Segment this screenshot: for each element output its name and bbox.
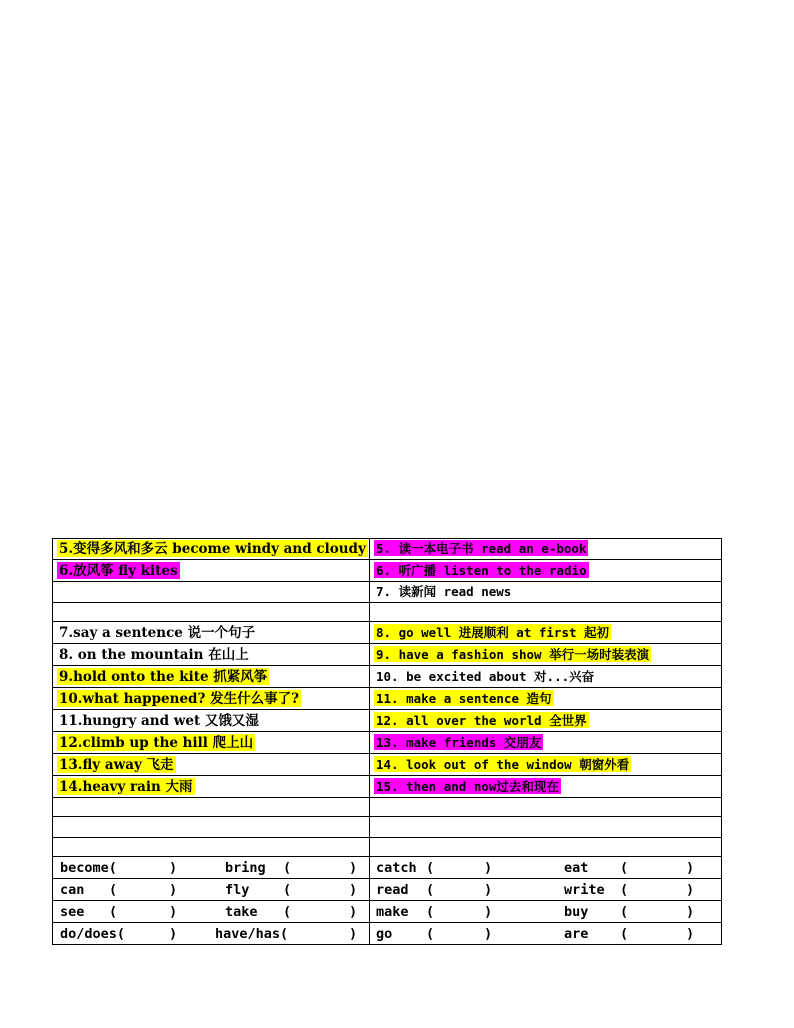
- cell-left: [53, 539, 370, 560]
- verb-cell-left: [53, 857, 370, 879]
- cell-left: [53, 776, 370, 798]
- paren-close: ): [169, 903, 178, 920]
- paren-open: (: [109, 881, 118, 898]
- verb-label: can: [60, 881, 85, 898]
- phrase-text: 12. all over the world 全世界: [376, 712, 587, 728]
- table-row: [53, 798, 722, 817]
- verb-label: fly: [225, 881, 250, 898]
- table-row: [53, 644, 722, 666]
- table-row: [53, 622, 722, 644]
- verb-label: go: [376, 925, 393, 942]
- table-row: [53, 666, 722, 688]
- verb-cell-right: [370, 901, 722, 923]
- paren-close: ): [349, 881, 358, 898]
- verb-row: [53, 857, 722, 879]
- cell-right: [370, 732, 722, 754]
- table-row: [53, 688, 722, 710]
- verb-label: are: [564, 925, 589, 942]
- paren-open: (: [283, 859, 292, 876]
- verb-label: see: [60, 903, 85, 920]
- cell-right: [370, 798, 722, 817]
- cell-right: [370, 603, 722, 622]
- paren-close: ): [169, 859, 178, 876]
- cell-left: [53, 817, 370, 838]
- table-row: [53, 838, 722, 857]
- paren-open: (: [620, 881, 629, 898]
- phrase-text: 10. be excited about 对...兴奋: [376, 668, 595, 684]
- paren-close: ): [349, 925, 358, 942]
- table-row: [53, 732, 722, 754]
- paren-open: (: [426, 903, 435, 920]
- phrase-text: 5. 读一本电子书 read an e-book: [376, 541, 587, 556]
- cell-left: [53, 732, 370, 754]
- verb-label: take: [225, 903, 258, 920]
- phrase-text: 8. go well 进展顺利 at first 起初: [376, 624, 610, 640]
- cell-right: [370, 838, 722, 857]
- cell-right: [370, 776, 722, 798]
- cell-left: [53, 798, 370, 817]
- cell-right: [370, 644, 722, 666]
- phrase-text: 14.heavy rain 大雨: [59, 778, 193, 795]
- verb-cell-left: [53, 923, 370, 945]
- table-row: [53, 817, 722, 838]
- paren-open: (: [620, 903, 629, 920]
- phrase-text: 5.变得多风和多云 become windy and cloudy: [59, 541, 366, 557]
- verb-label: eat: [564, 859, 589, 876]
- paren-close: ): [686, 903, 695, 920]
- paren-open: (: [620, 859, 629, 876]
- phrase-text: 12.climb up the hill 爬上山: [59, 734, 254, 751]
- paren-open: (: [426, 881, 435, 898]
- paren-close: ): [169, 881, 178, 898]
- paren-close: ): [484, 903, 493, 920]
- paren-close: ): [686, 881, 695, 898]
- cell-right: [370, 817, 722, 838]
- paren-open: (: [620, 925, 629, 942]
- verb-row: [53, 879, 722, 901]
- table-row: [53, 603, 722, 622]
- verb-label: become(: [60, 859, 117, 876]
- verb-cell-left: [53, 901, 370, 923]
- table-row: [53, 582, 722, 603]
- verb-label: write: [564, 881, 605, 898]
- paren-close: ): [484, 925, 493, 942]
- cell-right: [370, 754, 722, 776]
- cell-right: [370, 560, 722, 582]
- phrase-table: [52, 538, 722, 945]
- phrase-text: 11. make a sentence 造句: [376, 690, 552, 706]
- table-row: [53, 710, 722, 732]
- paren-close: ): [484, 881, 493, 898]
- phrase-text: 9.hold onto the kite 抓紧风筝: [59, 668, 268, 685]
- cell-left: [53, 622, 370, 644]
- verb-label: make: [376, 903, 409, 920]
- verb-label: read: [376, 881, 409, 898]
- cell-right: [370, 710, 722, 732]
- paren-close: ): [349, 859, 358, 876]
- cell-left: [53, 688, 370, 710]
- paren-close: ): [686, 925, 695, 942]
- phrase-text: 13.fly away 飞走: [59, 756, 174, 773]
- phrase-text: 9. have a fashion show 举行一场时装表演: [376, 646, 650, 662]
- paren-open: (: [426, 925, 435, 942]
- verb-label: buy: [564, 903, 589, 920]
- cell-right: [370, 582, 722, 603]
- verb-row: [53, 923, 722, 945]
- phrase-text: 8. on the mountain 在山上: [59, 646, 249, 663]
- phrase-text: 15. then and now过去和现在: [376, 778, 559, 794]
- verb-cell-right: [370, 923, 722, 945]
- phrase-text: 6.放风筝 fly kites: [59, 562, 178, 579]
- paren-close: ): [349, 903, 358, 920]
- verb-label: catch: [376, 859, 417, 876]
- paren-close: ): [484, 859, 493, 876]
- cell-right: [370, 539, 722, 560]
- phrase-text: 10.what happened? 发生什么事了?: [59, 690, 300, 707]
- paren-close: ): [169, 925, 178, 942]
- phrase-text: 13. make friends 交朋友: [376, 734, 542, 750]
- phrase-text: 7.say a sentence 说一个句子: [59, 624, 256, 641]
- verb-cell-right: [370, 857, 722, 879]
- table-row: [53, 776, 722, 798]
- verb-label: bring: [225, 859, 266, 876]
- table-row: [53, 539, 722, 560]
- cell-left: [53, 560, 370, 582]
- paren-open: (: [109, 903, 118, 920]
- cell-left: [53, 644, 370, 666]
- cell-left: [53, 666, 370, 688]
- cell-left: [53, 838, 370, 857]
- phrase-text: 6. 听广播 listen to the radio: [376, 562, 587, 578]
- verb-row: [53, 901, 722, 923]
- cell-right: [370, 622, 722, 644]
- verb-label: do/does(: [60, 925, 126, 942]
- phrase-text: 7. 读新闻 read news: [376, 584, 512, 599]
- phrase-text: 14. look out of the window 朝窗外看: [376, 756, 630, 772]
- cell-left: [53, 754, 370, 776]
- verb-label: have/has(: [215, 925, 289, 942]
- paren-open: (: [283, 903, 292, 920]
- cell-left: [53, 603, 370, 622]
- verb-cell-left: [53, 879, 370, 901]
- paren-open: (: [283, 881, 292, 898]
- cell-left: [53, 582, 370, 603]
- cell-left: [53, 710, 370, 732]
- table-row: [53, 560, 722, 582]
- paren-close: ): [686, 859, 695, 876]
- paren-open: (: [426, 859, 435, 876]
- phrase-text: 11.hungry and wet 又饿又湿: [59, 712, 259, 729]
- verb-cell-right: [370, 879, 722, 901]
- cell-right: [370, 688, 722, 710]
- table-row: [53, 754, 722, 776]
- cell-right: [370, 666, 722, 688]
